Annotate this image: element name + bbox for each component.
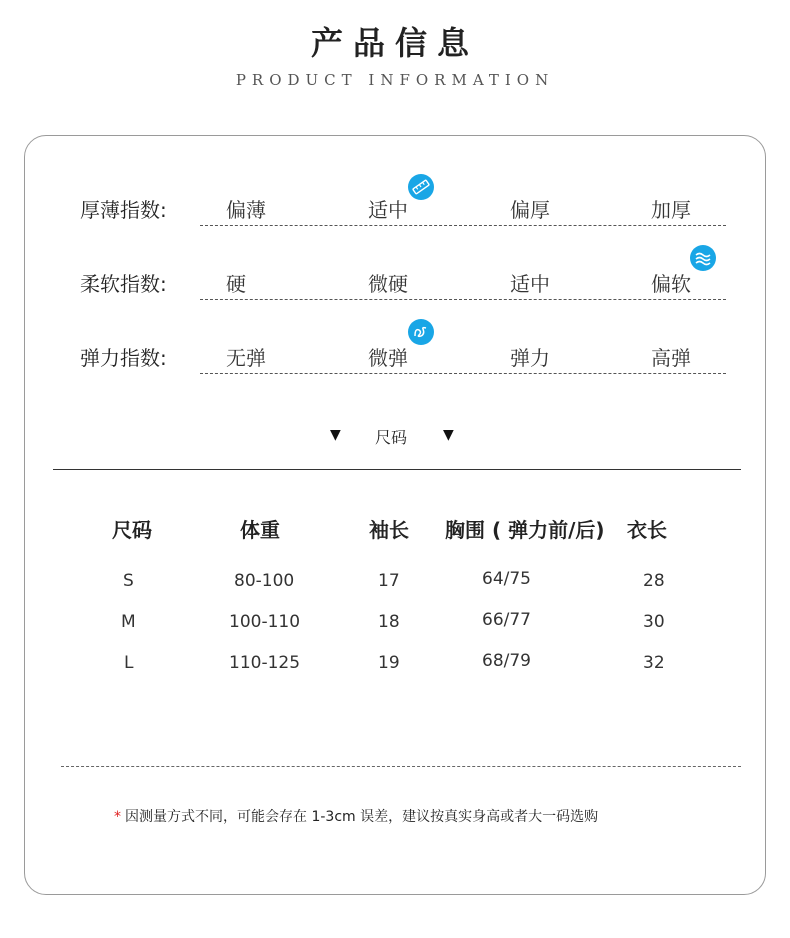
table-cell: 28 <box>643 571 665 591</box>
table-cell: 18 <box>378 612 400 632</box>
softness-index-label: 柔软指数: <box>80 272 167 296</box>
table-cell: M <box>121 612 136 632</box>
spring-icon <box>408 319 434 345</box>
elasticity-option: 微弹 <box>368 346 408 370</box>
table-cell: 66/77 <box>482 610 531 630</box>
dashed-divider <box>200 225 726 226</box>
page-title: 产品信息 <box>310 24 479 62</box>
table-cell: 19 <box>378 653 400 673</box>
table-cell: 100-110 <box>229 612 301 632</box>
table-cell: 64/75 <box>482 569 531 589</box>
table-cell: 30 <box>643 612 665 632</box>
softness-option: 适中 <box>510 272 550 296</box>
thickness-index-row <box>0 190 790 230</box>
thickness-option: 偏厚 <box>510 198 550 222</box>
table-cell: L <box>124 653 134 673</box>
softness-option: 偏软 <box>651 272 691 296</box>
dashed-divider <box>61 766 741 767</box>
size-table-header: 袖长 <box>369 518 409 542</box>
triangle-down-icon: ▼ <box>443 427 454 443</box>
size-section-header <box>330 427 458 447</box>
thickness-option: 适中 <box>368 198 408 222</box>
wave-icon <box>690 245 716 271</box>
elasticity-option: 高弹 <box>651 346 691 370</box>
thickness-option: 偏薄 <box>226 198 266 222</box>
elasticity-option: 弹力 <box>510 346 550 370</box>
table-cell: S <box>123 571 134 591</box>
softness-option: 硬 <box>226 272 246 296</box>
table-cell: 110-125 <box>229 653 301 673</box>
softness-option: 微硬 <box>368 272 408 296</box>
size-table-header: 胸围 ( 弹力前/后) <box>445 518 605 542</box>
dashed-divider <box>200 299 726 300</box>
size-section-label: 尺码 <box>375 428 408 447</box>
table-cell: 80-100 <box>234 571 295 591</box>
size-table-header: 衣长 <box>627 518 667 542</box>
softness-index-row <box>0 264 790 304</box>
note-text: 因测量方式不同，可能会存在 1-3cm 误差，建议按真实身高或者大一码选购 <box>125 809 599 825</box>
table-cell: 32 <box>643 653 665 673</box>
elasticity-index-label: 弹力指数: <box>80 346 167 370</box>
measurement-note <box>114 806 598 826</box>
section-divider <box>53 469 741 470</box>
dashed-divider <box>200 373 726 374</box>
thickness-option: 加厚 <box>651 198 691 222</box>
ruler-icon <box>408 174 434 200</box>
page-subtitle: PRODUCT INFORMATION <box>235 71 555 89</box>
size-table-header: 尺码 <box>112 518 152 542</box>
table-cell: 68/79 <box>482 651 531 671</box>
elasticity-option: 无弹 <box>226 346 266 370</box>
elasticity-index-row <box>0 338 790 378</box>
size-table-header: 体重 <box>240 518 280 542</box>
thickness-index-label: 厚薄指数: <box>80 198 167 222</box>
asterisk-marker: * <box>114 809 121 825</box>
triangle-down-icon: ▼ <box>330 427 341 443</box>
table-cell: 17 <box>378 571 400 591</box>
